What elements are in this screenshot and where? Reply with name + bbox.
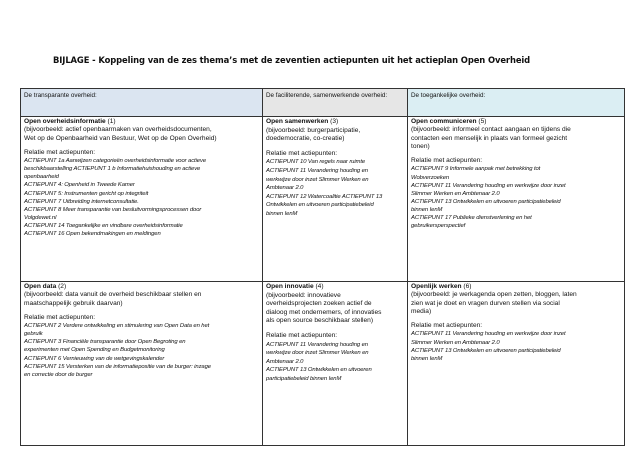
theme-title — [266, 118, 404, 127]
relatie-label: Relatie met actiepunten: — [24, 313, 96, 321]
theme-number: (4) — [313, 283, 324, 290]
theme-name: Open overheidsinformatie — [24, 118, 106, 125]
actiepunt-line: Ambtenaar 2.0 — [266, 185, 304, 192]
actiepunt-line: Ambtenaar 2.0 — [266, 358, 304, 365]
header-transparante-overheid: De transparante overheid: — [21, 89, 263, 117]
actiepunt-line: ACTIEPUNT 13 Ontwikkelen en uitvoeren participatiebeleid — [411, 198, 561, 205]
actiepunt-line: Ontwikkelen en uitvoeren participatiebeleid — [266, 202, 374, 209]
actiepunt-line: ACTIEPUNT 2 Verdere ontwikkeling en stimulering van Open Data en het — [24, 323, 210, 330]
actiepunt-line: werkwijze door inzet Slimmer Werken en — [266, 350, 369, 357]
theme-description-line: tonen) — [411, 142, 430, 150]
theme-description-line: doedemocratie, co-creatie) — [266, 135, 345, 143]
theme-description-line: (bijvoorbeeld: je werkagenda open zetten, bloggen, laten — [411, 291, 577, 299]
cell-open-innovatie — [263, 282, 408, 446]
actiepunt-line: ACTIEPUNT 5: Instrumenten gericht op integriteit — [24, 190, 149, 197]
theme-name: Open innovatie — [266, 283, 314, 290]
actiepunt-line: ACTIEPUNT 13 Ontwikkelen en uitvoeren — [266, 367, 372, 374]
actiepunt-line: gebruikersperspectief — [411, 223, 466, 230]
actiepunt-line: openbaarheid — [24, 174, 59, 181]
actiepunt-line: Slimmer Werken en Ambtenaar 2.0 — [411, 339, 500, 346]
actiepunt-line: Slimmer Werken en Ambtenaar 2.0 — [411, 190, 500, 197]
theme-description-line: dialoog met ondernemers, of innovaties — [266, 308, 382, 316]
cell-openlijk-werken — [408, 282, 625, 446]
actiepunt-line: en correctie door de burger — [24, 371, 93, 378]
theme-number: (6) — [461, 283, 472, 290]
theme-description-line: Wet op de Openbaarheid van Bestuur, Wet op de Open Overheid) — [24, 134, 217, 142]
actiepunt-line: ACTIEPUNT 11 Verandering houding en — [266, 167, 368, 174]
theme-description-line: maatschappelijk gebruik daarvan) — [24, 299, 123, 307]
cell-open-samenwerken — [263, 117, 408, 282]
theme-description-line: (bijvoorbeeld: innovatieve — [266, 291, 341, 299]
theme-title — [411, 118, 621, 126]
cell-open-communiceren — [408, 117, 625, 282]
actiepunt-line: ACTIEPUNT 11 Verandering houding en werkwijze door inzet — [411, 182, 566, 189]
actiepunt-line: werkwijze door inzet Slimmer Werken en — [266, 176, 369, 183]
actiepunt-line: ACTIEPUNT 11 Verandering houding en werkwijze door inzet — [411, 331, 566, 338]
header-toegankelijke-overheid: De toegankelijke overheid: — [408, 89, 625, 117]
theme-name: Open communiceren — [411, 118, 477, 125]
cell-open-overheidsinformatie — [21, 117, 263, 282]
theme-description-line: als open source beschikbaar stellen) — [266, 317, 374, 325]
actiepunt-line: binnen IenM — [411, 206, 443, 213]
theme-number: (3) — [328, 118, 339, 125]
actiepunt-line: ACTIEPUNT 8 Meer transparantie van besluitvormingsprocessen door — [24, 206, 202, 213]
theme-description-line: (bijvoorbeeld: actief openbaarmaken van overheidsdocumenten, — [24, 126, 212, 134]
themes-table — [20, 88, 625, 446]
theme-description-line: contacten een menselijk in plaats van formeel gezicht — [411, 134, 568, 142]
actiepunt-line: binnen IenM — [411, 355, 443, 362]
actiepunt-line: beschikbaarstelling ACTIEPUNT 1 b Informatiehuishouding en actieve — [24, 166, 201, 173]
header-faciliterende-overheid: De faciliterende, samenwerkende overheid: — [263, 89, 408, 117]
theme-description-line: media) — [411, 307, 432, 315]
actiepunt-line: Volgdewet.nl — [24, 214, 57, 221]
theme-name: Open data — [24, 283, 57, 290]
actiepunt-line: ACTIEPUNT 3 Financiële transparantie door Open Begroting en — [24, 339, 186, 346]
table-header-row — [21, 89, 625, 117]
relatie-label: Relatie met actiepunten: — [411, 157, 483, 165]
table-row — [21, 117, 625, 282]
actiepunt-line: ACTIEPUNT 13 Ontwikkelen en uitvoeren participatiebeleid — [411, 347, 561, 354]
relatie-label: Relatie met actiepunten: — [266, 149, 338, 157]
theme-number: (1) — [105, 118, 116, 125]
relatie-label: Relatie met actiepunten: — [266, 331, 338, 339]
actiepunt-line: ACTIEPUNT 17 Publieke dienstverlening en het — [411, 215, 532, 222]
theme-number: (5) — [476, 118, 487, 125]
theme-description-line: overheidsprojecten zoeken actief de — [266, 300, 372, 308]
theme-title — [24, 283, 259, 291]
relatie-label: Relatie met actiepunten: — [24, 148, 96, 156]
theme-number: (2) — [56, 283, 67, 290]
actiepunt-line: Wobverzoeken — [411, 174, 450, 181]
actiepunt-line: ACTIEPUNT 1a Aanwijzen categorieën overheidsinformatie voor actieve — [24, 158, 206, 165]
actiepunt-line: gebruik — [24, 331, 43, 338]
actiepunt-line: ACTIEPUNT 15 Versterken van de informatiepositie van de burger: inzage — [24, 363, 211, 370]
actiepunt-line: ACTIEPUNT 14 Toegankelijke en vindbare overheidsinformatie — [24, 222, 183, 229]
actiepunt-line: ACTIEPUNT 12 Watercoalitie ACTIEPUNT 13 — [266, 193, 383, 200]
actiepunt-line: ACTIEPUNT 7 Uitbreiding internetconsultatie. — [24, 198, 139, 205]
actiepunt-line: ACTIEPUNT 9 Informele aanpak met betrekking tot — [411, 166, 541, 173]
theme-description-line: zien wat je doet en vragen durven stellen via social — [411, 299, 560, 307]
theme-description-line: (bijvoorbeeld: data vanuit de overheid beschikbaar stellen en — [24, 291, 202, 299]
page-title: BIJLAGE - Koppeling van de zes thema’s met de zeventien actiepunten uit het actieplan Open Overheid — [53, 55, 531, 65]
actiepunt-line: ACTIEPUNT 10 Van regels naar ruimte — [266, 159, 366, 166]
actiepunt-line: participatiebeleid binnen IenM — [266, 375, 342, 382]
actiepunt-line: ACTIEPUNT 4: Openheid in Tweede Kamer — [24, 182, 135, 189]
theme-name: Open samenwerken — [266, 118, 329, 125]
theme-title — [266, 283, 404, 292]
theme-description-line: (bijvoorbeeld: informeel contact aangaan en tijdens die — [411, 126, 571, 134]
cell-open-data — [21, 282, 263, 446]
actiepunt-line: ACTIEPUNT 11 Verandering houding en — [266, 341, 368, 348]
table-row — [21, 282, 625, 446]
theme-description-line: (bijvoorbeeld: burgerparticipatie, — [266, 126, 361, 134]
relatie-label: Relatie met actiepunten: — [411, 322, 483, 330]
actiepunt-line: ACTIEPUNT 16 Open bekendmakingen en meldingen — [24, 231, 161, 238]
actiepunt-line: experimenten met Open Spending en Budgetmonitoring — [24, 347, 165, 354]
actiepunt-line: ACTIEPUNT 6 Vernieuwing van de wetgevingskalender — [24, 355, 165, 362]
theme-title — [24, 118, 259, 126]
actiepunt-line: binnen IenM — [266, 210, 298, 217]
theme-name: Openlijk werken — [411, 283, 462, 290]
theme-title — [411, 283, 621, 291]
